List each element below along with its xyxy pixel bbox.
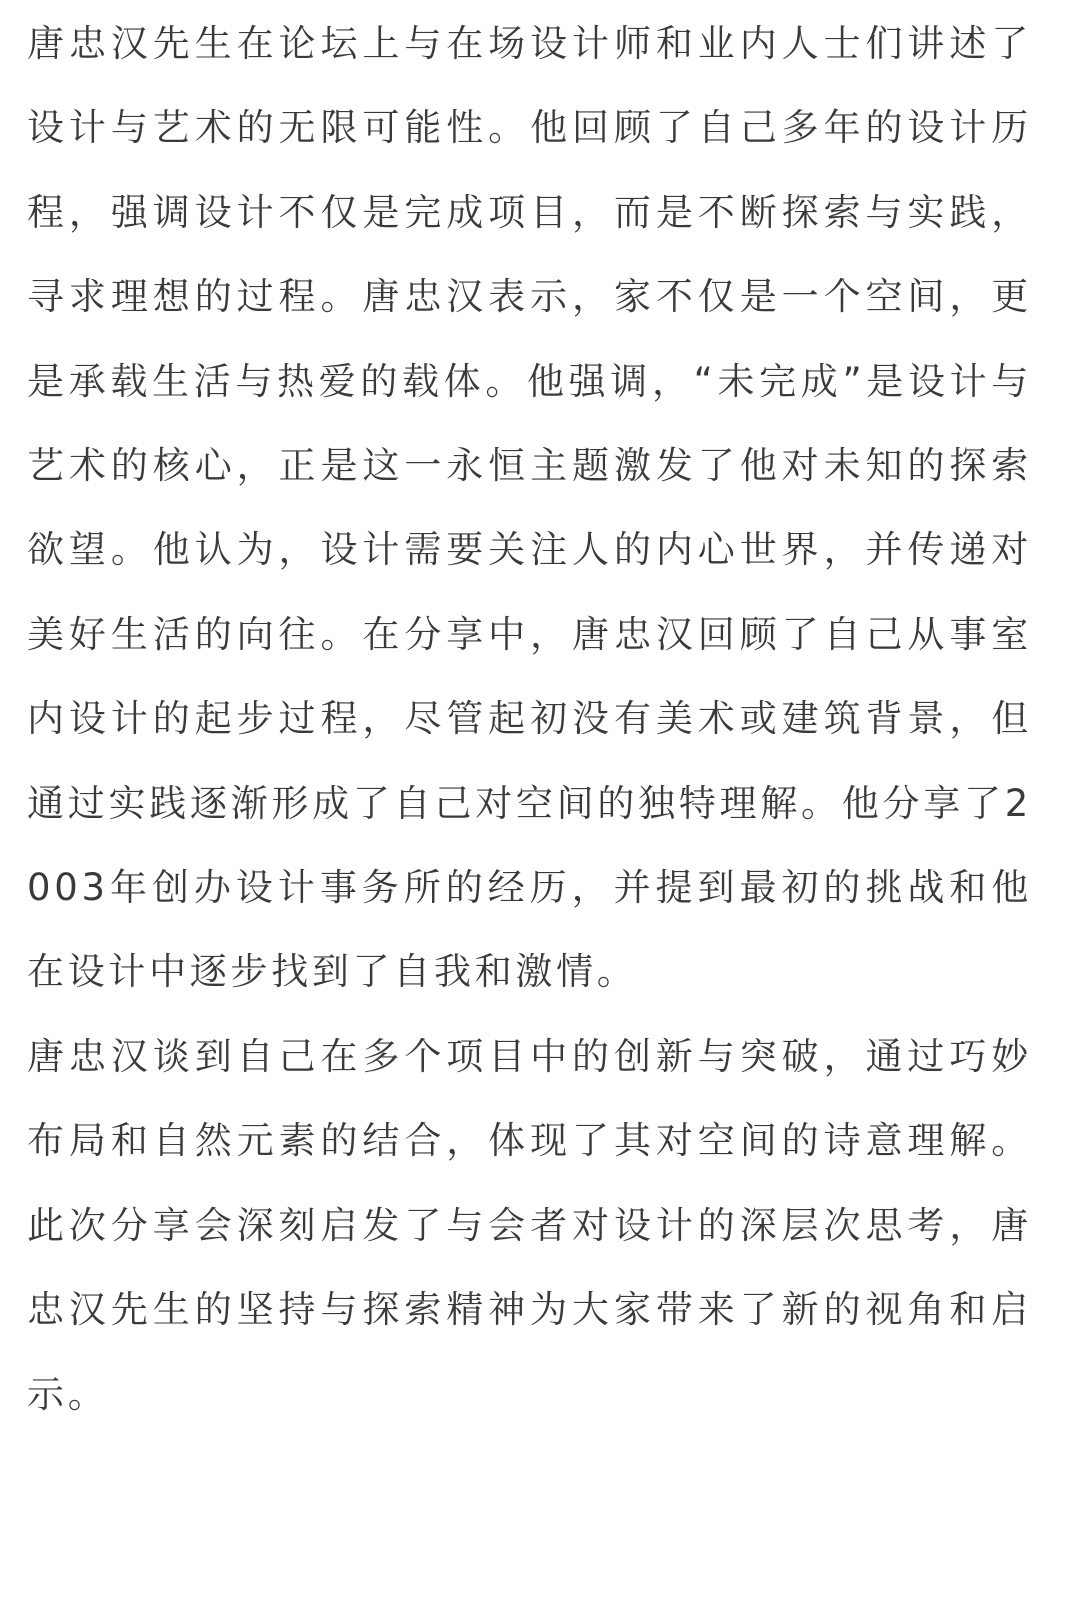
article-body (27, 2, 1032, 1437)
paragraph-2: 唐忠汉谈到自己在多个项目中的创新与突破，通过巧妙布局和自然元素的结合，体现了其对空间的诗意理解。此次分享会深刻启发了与会者对设计的深层次思考，唐忠汉先生的坚持与探索精神为大家带来了新的视角和启示。 (27, 1034, 1032, 1416)
paragraph-1: 唐忠汉先生在论坛上与在场设计师和业内人士们讲述了设计与艺术的无限可能性。他回顾了自己多年的设计历程，强调设计不仅是完成项目，而是不断探索与实践，寻求理想的过程。唐忠汉表示，家不仅是一个空间，更是承载生活与热爱的载体。他强调，“未完成”是设计与艺术的核心，正是这一永恒主题激发了他对未知的探索欲望。他认为，设计需要关注人的内心世界，并传递对美好生活的向往。在分享中，唐忠汉回顾了自己从事室内设计的起步过程，尽管起初没有美术或建筑背景，但通过实践逐渐形成了自己对空间的独特理解。他分享了2003年创办设计事务所的经历，并提到最初的挑战和他在设计中逐步找到了自我和激情。 (27, 22, 1032, 994)
